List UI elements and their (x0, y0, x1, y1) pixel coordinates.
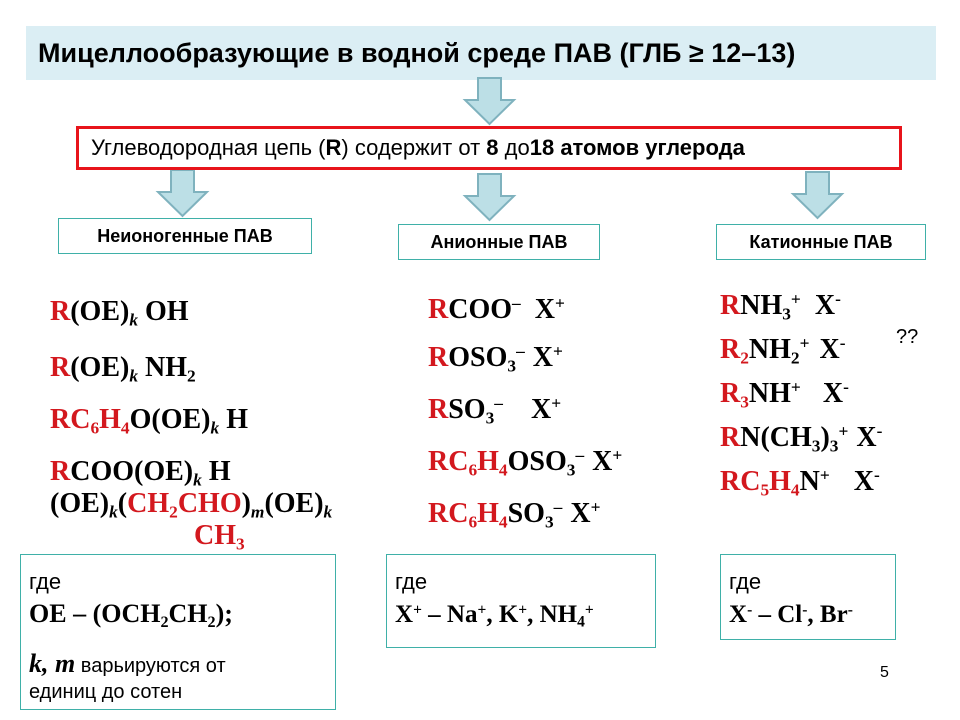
formula-nonionic-5: $(OE)_k(CH_2CHO)_m(OE)_k$ (50, 488, 333, 522)
note-where: где (729, 569, 762, 594)
note-oe-definition: OE – $(OCH_2CH_2)$; (29, 599, 233, 631)
formula-cationic-1: $RNH_3^+$ X- (720, 289, 841, 324)
formula-nonionic-4: $RCOO(OE)_k$ H (50, 456, 231, 490)
note-cationic (720, 554, 896, 640)
formula-nonionic-1: $R(OE)_k$ OH (50, 296, 189, 330)
formula-cationic-3: $R_3NH^+$ X- (720, 377, 849, 412)
formula-nonionic-5-ch3: $CH_3$ (194, 520, 245, 554)
formula-anionic-3: $RSO_3^-$ X+ (428, 393, 562, 428)
formula-anionic-5: $RC_6H_4SO_3^-$ X+ (428, 497, 601, 532)
formula-anionic-2: $ROSO_3^-$ X+ (428, 341, 563, 376)
note-nonionic (20, 554, 336, 710)
arrow-down-icon (465, 174, 514, 220)
arrow-down-icon (158, 170, 207, 216)
question-marks: ?? (896, 326, 919, 348)
category-cationic: Катионные ПАВ (716, 224, 926, 260)
note-cationic-counterions: X- – Cl-, Br- (729, 601, 853, 628)
page-number: 5 (880, 664, 889, 681)
formula-anionic-4: $RC_6H_4OSO_3^-$ X+ (428, 445, 623, 480)
formula-anionic-1: RCOO– X+ (428, 293, 565, 325)
arrow-down-icon (465, 78, 514, 124)
formula-nonionic-3: $RC_6H_4O(OE)_k$ H (50, 404, 248, 438)
note-where: где (29, 569, 62, 594)
note-anionic-counterions: X+ – Na+, K+, $NH_4^+$ (395, 601, 594, 631)
formula-cationic-2: $R_2NH_2^+$ X- (720, 333, 846, 368)
formula-cationic-4: $RN(CH_3)_3^+$ X- (720, 421, 883, 456)
note-vary-range: единиц до сотен (29, 681, 183, 703)
arrow-down-icon (793, 172, 842, 218)
category-anionic: Анионные ПАВ (398, 224, 600, 260)
carbon-chain-box: Углеводородная цепь (R) содержит от 8 до18 атомов углерода (76, 126, 902, 170)
formula-nonionic-2: $R(OE)_k$ $NH_2$ (50, 352, 196, 386)
category-nonionic: Неионогенные ПАВ (58, 218, 312, 254)
slide-title: Мицеллообразующие в водной среде ПАВ (ГЛБ ≥ 12–13) (26, 26, 936, 80)
note-where: где (395, 569, 428, 594)
formula-cationic-5: $RC_5H_4N^+$ X- (720, 465, 880, 500)
note-anionic (386, 554, 656, 648)
note-km: k, m варьируются от (29, 649, 226, 678)
